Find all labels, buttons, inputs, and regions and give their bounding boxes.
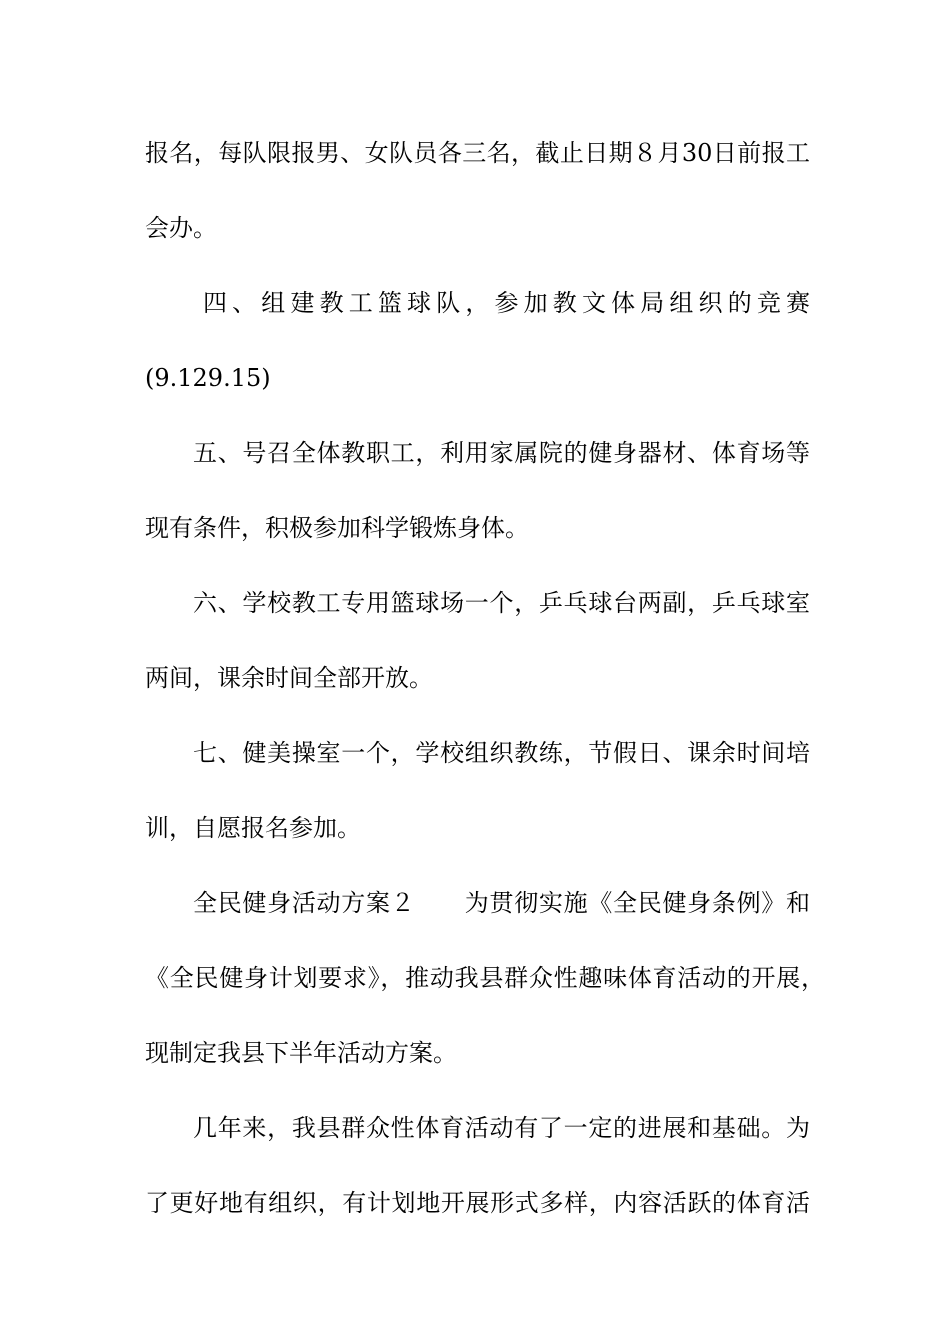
text-line-8: 两间，课余时间全部开放。 bbox=[145, 664, 433, 692]
text-line-9: 七、健美操室一个，学校组织教练，节假日、课余时间培 bbox=[193, 739, 810, 767]
text-line-3: 四、组建教工篮球队，参加教文体局组织的竞赛 bbox=[203, 289, 810, 317]
text-line-1: 报名，每队限报男、女队员各三名，截止日期８月30日前报工 bbox=[145, 139, 810, 167]
text-line-13: 现制定我县下半年活动方案。 bbox=[145, 1039, 457, 1067]
text-line-2: 会办。 bbox=[145, 214, 217, 242]
text-line-6: 现有条件，积极参加科学锻炼身体。 bbox=[145, 514, 529, 542]
text-line-14: 几年来，我县群众性体育活动有了一定的进展和基础。为 bbox=[193, 1114, 810, 1142]
text-line-4: (9.129.15) bbox=[145, 364, 271, 392]
text-line-11: 全民健身活动方案２ 为贯彻实施《全民健身条例》和 bbox=[193, 889, 810, 917]
text-line-7: 六、学校教工专用篮球场一个，乒乓球台两副，乒乓球室 bbox=[193, 589, 810, 617]
text-line-12: 《全民健身计划要求》，推动我县群众性趣味体育活动的开展， bbox=[145, 964, 825, 992]
text-line-5: 五、号召全体教职工，利用家属院的健身器材、体育场等 bbox=[193, 439, 810, 467]
text-line-10: 训，自愿报名参加。 bbox=[145, 814, 361, 842]
text-line-15: 了更好地有组织，有计划地开展形式多样，内容活跃的体育活 bbox=[145, 1189, 810, 1217]
